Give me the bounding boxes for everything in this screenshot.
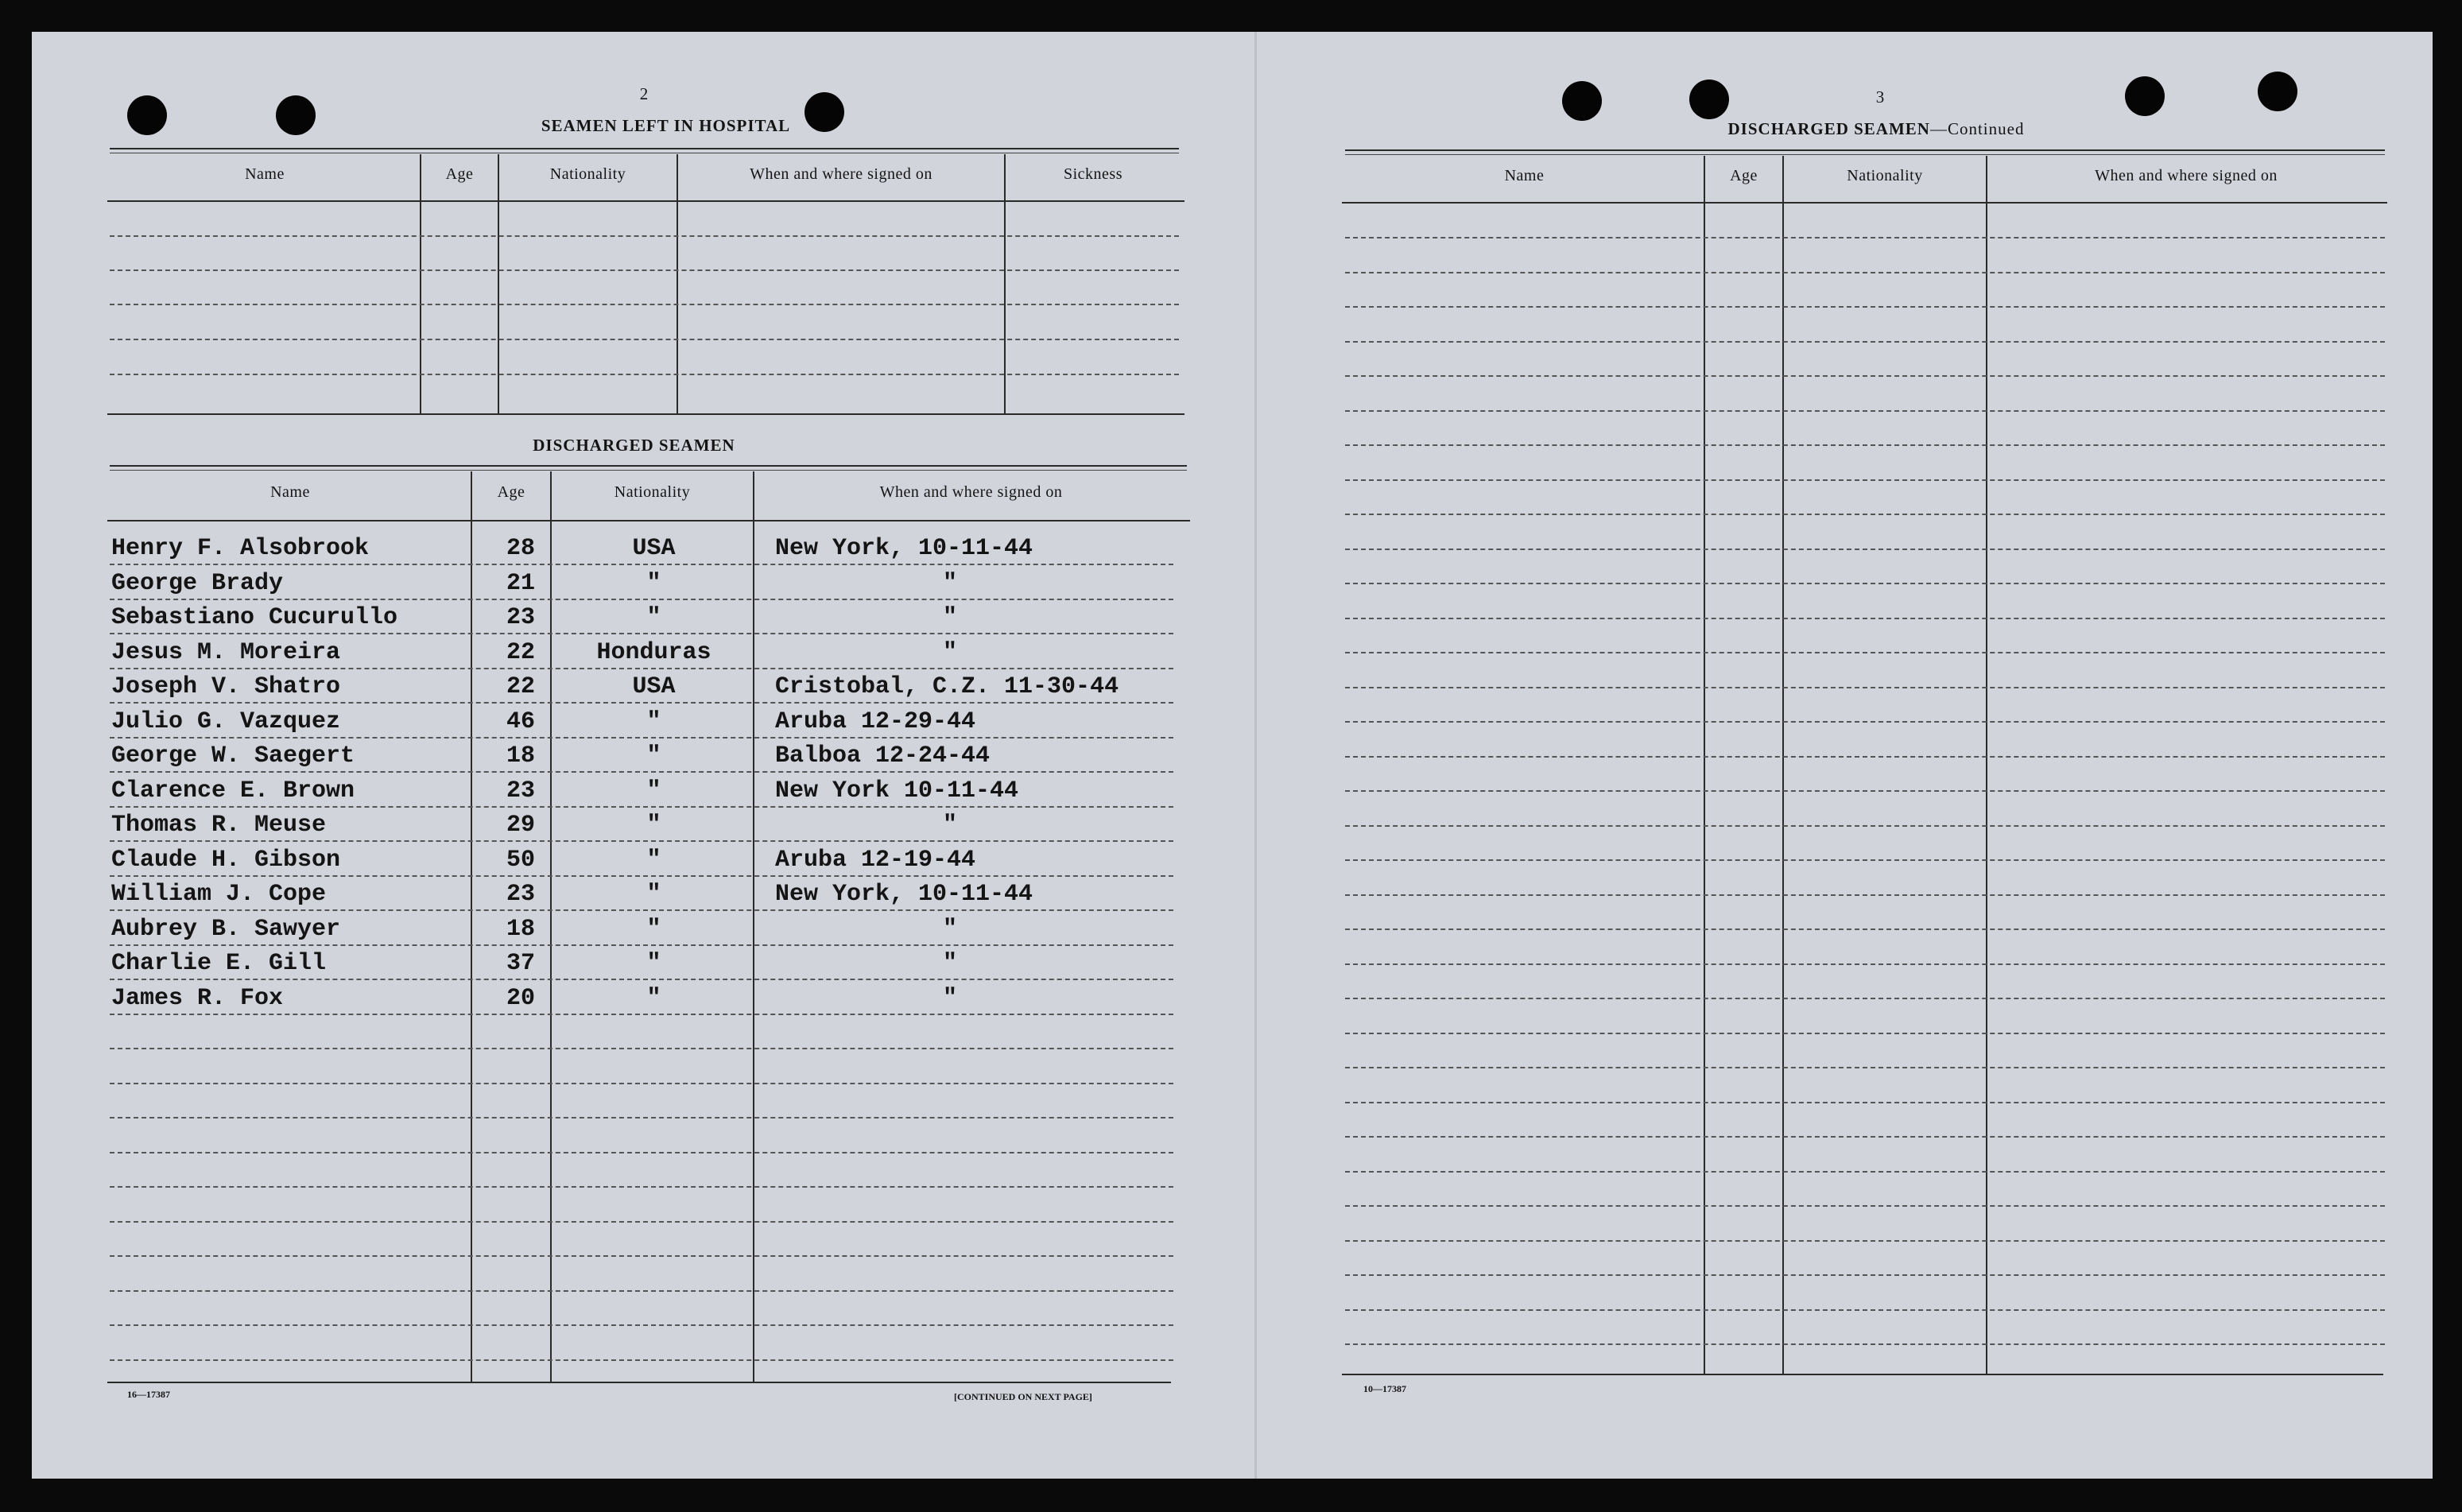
seaman-name: Charlie E. Gill: [111, 950, 327, 977]
seaman-name: James R. Fox: [111, 984, 284, 1012]
discharged-header-when-where: When and where signed on: [879, 483, 1063, 501]
seaman-age: 28: [506, 535, 535, 562]
discharged-row-rule: [110, 1048, 1173, 1049]
seaman-age: 37: [506, 950, 535, 977]
right-row-rule: [1345, 721, 2385, 723]
discharged-row-rule: [110, 1359, 1173, 1361]
right-row-rule: [1345, 1102, 2385, 1103]
seaman-age: 23: [506, 604, 535, 631]
right-row-rule: [1345, 963, 2385, 965]
right-row-rule: [1345, 272, 2385, 273]
right-header-age: Age: [1730, 167, 1758, 184]
hospital-header-when-where: When and where signed on: [750, 165, 932, 183]
seaman-nationality: ": [646, 881, 661, 908]
right-row-rule: [1345, 1033, 2385, 1034]
seaman-signed-on: New York, 10-11-44: [775, 881, 1033, 908]
seaman-name: Jesus M. Moreira: [111, 638, 341, 666]
right-header-when-where: When and where signed on: [2095, 167, 2278, 184]
discharged-row-rule: [110, 1152, 1173, 1153]
discharged-row-rule: [110, 1324, 1173, 1326]
punch-hole: [1562, 81, 1602, 121]
seaman-name: George W. Saegert: [111, 742, 355, 770]
right-table-top-rule: [1345, 149, 2385, 151]
right-row-rule: [1345, 514, 2385, 515]
discharged-row-rule: [110, 944, 1173, 946]
discharged-row-rule: [110, 564, 1173, 565]
seaman-signed-on: New York, 10-11-44: [775, 535, 1033, 562]
discharged-row-rule: [110, 840, 1173, 842]
hospital-table-bottom-rule: [107, 413, 1184, 415]
seaman-signed-on: Balboa 12-24-44: [775, 742, 991, 770]
right-row-rule: [1345, 929, 2385, 930]
discharged-table-bottom-rule: [107, 1382, 1171, 1383]
discharged-section-title: DISCHARGED SEAMEN: [533, 436, 735, 455]
seaman-nationality: ": [646, 984, 661, 1012]
right-row-rule: [1345, 1240, 2385, 1242]
hospital-row-rule: [110, 269, 1179, 271]
right-header-name: Name: [1504, 167, 1545, 184]
seaman-name: Joseph V. Shatro: [111, 673, 341, 700]
right-row-rule: [1345, 1309, 2385, 1311]
right-row-rule: [1345, 444, 2385, 446]
discharged-continued-title: [1673, 119, 2079, 139]
right-col-divider: [1986, 156, 1987, 1374]
form-number: 10—17387: [1363, 1383, 1406, 1394]
right-header-nationality: Nationality: [1847, 167, 1923, 184]
seaman-name: Sebastiano Cucurullo: [111, 604, 398, 631]
seaman-signed-on: ": [942, 638, 957, 666]
right-row-rule: [1345, 549, 2385, 550]
right-page: [1256, 32, 2433, 1479]
right-row-rule: [1345, 375, 2385, 377]
title-suffix: —Continued: [1929, 119, 2025, 138]
seaman-signed-on: New York 10-11-44: [775, 777, 1019, 804]
discharged-row-rule: [110, 737, 1173, 739]
right-row-rule: [1345, 479, 2385, 481]
discharged-row-rule: [110, 909, 1173, 911]
punch-hole: [2125, 76, 2165, 116]
discharged-header-rule: [107, 520, 1190, 521]
page-number: 3: [1875, 87, 1885, 107]
seaman-nationality: ": [646, 915, 661, 943]
punch-hole: [2258, 72, 2297, 111]
hospital-row-rule: [110, 235, 1179, 237]
discharged-row-rule: [110, 771, 1173, 773]
right-row-rule: [1345, 1274, 2385, 1276]
discharged-row-rule: [110, 668, 1173, 669]
discharged-row-rule: [110, 1117, 1173, 1118]
right-row-rule: [1345, 1171, 2385, 1173]
seaman-name: Julio G. Vazquez: [111, 708, 341, 735]
seaman-age: 23: [506, 777, 535, 804]
seaman-name: Aubrey B. Sawyer: [111, 915, 341, 943]
seaman-age: 22: [506, 638, 535, 666]
right-table-bottom-rule: [1342, 1374, 2383, 1375]
discharged-header-nationality: Nationality: [614, 483, 691, 501]
right-header-rule: [1342, 202, 2387, 204]
discharged-table-top-rule-2: [110, 470, 1187, 471]
discharged-row-rule: [110, 633, 1173, 634]
seaman-nationality: ": [646, 777, 661, 804]
right-table-top-rule-2: [1345, 154, 2385, 155]
right-row-rule: [1345, 652, 2385, 653]
seaman-signed-on: Aruba 12-19-44: [775, 846, 976, 874]
seaman-signed-on: ": [942, 984, 957, 1012]
right-row-rule: [1345, 894, 2385, 896]
right-row-rule: [1345, 1067, 2385, 1068]
hospital-row-rule: [110, 374, 1179, 375]
seaman-nationality: ": [646, 569, 661, 597]
right-row-rule: [1345, 825, 2385, 827]
right-row-rule: [1345, 341, 2385, 343]
seaman-nationality: ": [646, 708, 661, 735]
seaman-nationality: ": [646, 604, 661, 631]
right-row-rule: [1345, 859, 2385, 861]
discharged-row-rule: [110, 806, 1173, 808]
seaman-name: Thomas R. Meuse: [111, 812, 327, 839]
seaman-nationality: Honduras: [596, 638, 711, 666]
seaman-age: 50: [506, 846, 535, 874]
seaman-age: 46: [506, 708, 535, 735]
seaman-nationality: ": [646, 950, 661, 977]
seaman-age: 21: [506, 569, 535, 597]
discharged-row-rule: [110, 702, 1173, 704]
seaman-signed-on: ": [942, 569, 957, 597]
right-row-rule: [1345, 756, 2385, 758]
left-page: [32, 32, 1256, 1479]
right-row-rule: [1345, 618, 2385, 619]
discharged-row-rule: [110, 1255, 1173, 1257]
discharged-row-rule: [110, 979, 1173, 980]
seaman-signed-on: ": [942, 812, 957, 839]
discharged-row-rule: [110, 1083, 1173, 1084]
seaman-signed-on: Aruba 12-29-44: [775, 708, 976, 735]
discharged-table-top-rule: [110, 465, 1187, 467]
seaman-name: Clarence E. Brown: [111, 777, 355, 804]
punch-hole: [1689, 79, 1729, 119]
discharged-header-name: Name: [270, 483, 310, 501]
discharged-row-rule: [110, 1014, 1173, 1015]
right-row-rule: [1345, 237, 2385, 238]
page-number: 2: [639, 84, 649, 103]
document-sheet: [32, 32, 2433, 1479]
discharged-header-age: Age: [497, 483, 525, 501]
seaman-nationality: USA: [632, 535, 676, 562]
right-row-rule: [1345, 1205, 2385, 1207]
seaman-name: William J. Cope: [111, 881, 327, 908]
hospital-header-rule: [107, 200, 1184, 202]
hospital-row-rule: [110, 339, 1179, 340]
right-row-rule: [1345, 687, 2385, 688]
right-col-divider: [1704, 156, 1705, 1374]
hospital-header-nationality: Nationality: [549, 165, 626, 183]
discharged-col-divider: [471, 471, 472, 1382]
hospital-header-age: Age: [445, 165, 474, 183]
seaman-nationality: ": [646, 742, 661, 770]
seaman-signed-on: ": [942, 950, 957, 977]
right-row-rule: [1345, 1343, 2385, 1345]
seaman-age: 29: [506, 812, 535, 839]
seaman-age: 18: [506, 742, 535, 770]
right-row-rule: [1345, 410, 2385, 412]
punch-hole: [276, 95, 316, 135]
hospital-table-top-rule: [110, 148, 1179, 149]
seaman-age: 23: [506, 881, 535, 908]
right-col-divider: [1782, 156, 1784, 1374]
seaman-signed-on: ": [942, 915, 957, 943]
seaman-nationality: USA: [632, 673, 676, 700]
hospital-section-title: SEAMEN LEFT IN HOSPITAL: [541, 116, 791, 135]
hospital-header-sickness: Sickness: [1064, 165, 1122, 183]
discharged-row-rule: [110, 1221, 1173, 1223]
seaman-age: 18: [506, 915, 535, 943]
seaman-age: 20: [506, 984, 535, 1012]
title-main: DISCHARGED SEAMEN: [1727, 119, 1930, 138]
seaman-signed-on: ": [942, 604, 957, 631]
right-row-rule: [1345, 998, 2385, 999]
seaman-age: 22: [506, 673, 535, 700]
discharged-row-rule: [110, 1290, 1173, 1292]
discharged-row-rule: [110, 1186, 1173, 1188]
seaman-name: Claude H. Gibson: [111, 846, 341, 874]
discharged-row-rule: [110, 599, 1173, 600]
right-row-rule: [1345, 583, 2385, 584]
continued-note: [CONTINUED ON NEXT PAGE]: [954, 1391, 1092, 1402]
right-row-rule: [1345, 306, 2385, 308]
seaman-signed-on: Cristobal, C.Z. 11-30-44: [775, 673, 1119, 700]
punch-hole: [127, 95, 167, 135]
hospital-row-rule: [110, 304, 1179, 305]
right-row-rule: [1345, 790, 2385, 792]
hospital-header-name: Name: [245, 165, 285, 183]
right-row-rule: [1345, 1136, 2385, 1138]
seaman-name: George Brady: [111, 569, 284, 597]
discharged-row-rule: [110, 875, 1173, 877]
seaman-name: Henry F. Alsobrook: [111, 535, 370, 562]
seaman-nationality: ": [646, 812, 661, 839]
form-number: 16—17387: [127, 1389, 170, 1400]
seaman-nationality: ": [646, 846, 661, 874]
